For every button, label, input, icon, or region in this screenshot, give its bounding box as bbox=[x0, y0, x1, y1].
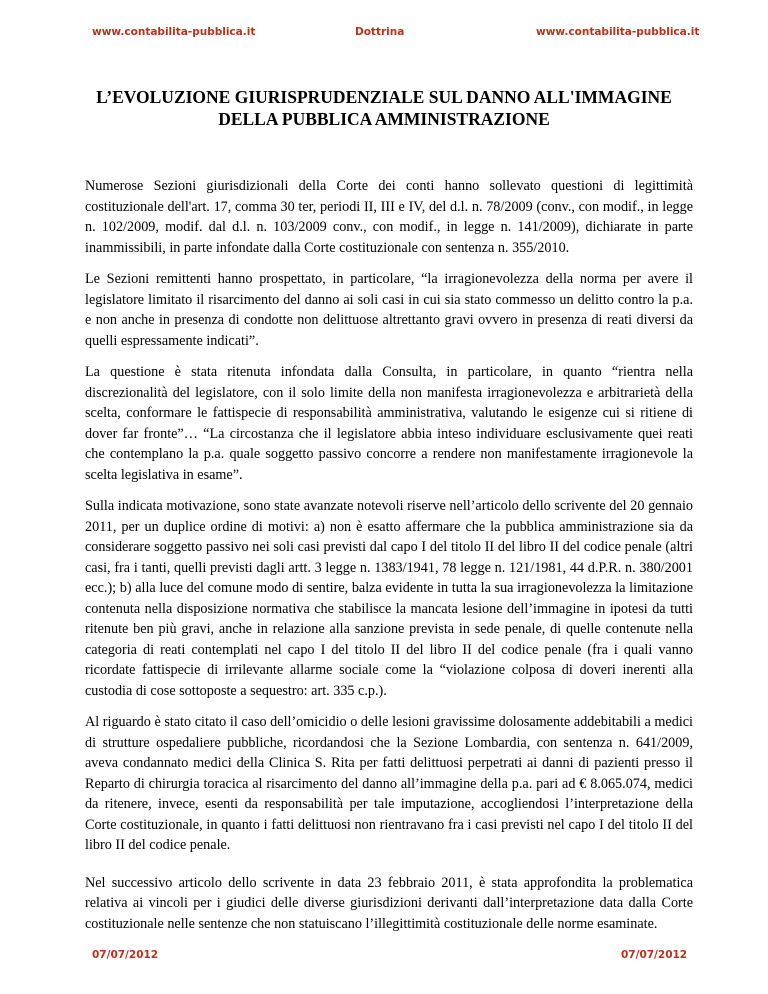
paragraph-5: Al riguardo è stato citato il caso dell’omicidio o delle lesioni gravissime dolosamente addebitabili a medici di strutture ospedaliere pubbliche, ricordandosi che la Sezione Lombardia, con sentenza n. 641/2009, aveva condannato medici della Clinica S. Rita per fatti delittuosi perpetrati ai danni di pazienti presso il Reparto di chirurgia toracica al risarcimento del danno all’immagine della p.a. pari ad € 8.065.074, medici da ritenere, invece, esenti da responsabilità per tale imputazione, accogliendosi l’interpretazione della Corte costituzionale, in quanto i fatti delittuosi non rientravano fra i casi previsti nel capo I del titolo II del libro II del codice penale. bbox=[85, 714, 693, 853]
footer-date-right: 07/07/2012 bbox=[621, 949, 688, 961]
page-header bbox=[0, 26, 768, 46]
paragraph-6: Nel successivo articolo dello scrivente in data 23 febbraio 2011, è stata approfondita la problematica relativa ai vincoli per i giudici delle diverse giurisdizioni derivanti dall’interpretazione data dalla Corte costituzionale nelle sentenze che non statuiscano l’illegittimità costituzionale delle norme esaminate. bbox=[85, 874, 693, 932]
header-website-right: www.contabilita-pubblica.it bbox=[536, 26, 700, 38]
paragraph-4: Sulla indicata motivazione, sono state avanzate notevoli riserve nell’articolo dello scrivente del 20 gennaio 2011, per un duplice ordine di motivi: a) non è esatto affermare che la pubblica amministrazione sia da considerare soggetto passivo nei soli casi previsti dal capo I del titolo II del libro II del codice penale (altri casi, fra i tanti, quelli previsti dagli artt. 3 legge n. 1383/1941, 78 legge n. 121/1981, 44 d.P.R. n. 380/2001 ecc.); b) alla luce del comune modo di sentire, balza evidente in tutta la sua irragionevolezza la limitazione contenuta nella disposizione normativa che stabilisce la mancata lesione dell’immagine in ipotesi da tutti ritenute ben più gravi, anche in relazione alla sanzione prevista in sede penale, di quelle contenute nella categoria di reati contemplati nel capo I del titolo II del libro II del codice penale (fra i quali vanno ricordate fattispecie di irrilevante allarme sociale come la “violazione colposa di doveri inerenti alla custodia di cose sottoposte a sequestro: art. 335 c.p.). bbox=[85, 498, 693, 699]
header-section: Dottrina bbox=[355, 26, 405, 38]
document-title bbox=[60, 86, 708, 130]
paragraph-2: Le Sezioni remittenti hanno prospettato, in particolare, “la irragionevolezza della norma per avere il legislatore limitato il risarcimento del danno ai soli casi in cui sia stato commesso un delitto contro la p.a. e non anche in presenza di condotte non delittuose altrettanto gravi ovvero in presenza di reati diversi da quelli espressamente indicati”. bbox=[85, 271, 693, 349]
paragraph-3: La questione è stata ritenuta infondata dalla Consulta, in particolare, in quanto “rientra nella discrezionalità del legislatore, con il solo limite della non manifesta irragionevolezza e arbitrarietà della scelta, conformare le fattispecie di responsabilità amministrativa, valutando le esigenze cui si ritiene di dover far fronte”… “La circostanza che il legislatore abbia inteso individuare esclusivamente quei reati che contemplano la p.a. quale soggetto passivo concorre a rendere non manifestamente irragionevole la scelta legislativa in esame”. bbox=[85, 364, 693, 483]
document-body bbox=[85, 176, 693, 945]
header-website-left: www.contabilita-pubblica.it bbox=[92, 26, 256, 38]
page-footer bbox=[0, 949, 768, 969]
title-line-2: DELLA PUBBLICA AMMINISTRAZIONE bbox=[218, 109, 550, 129]
paragraph-1: Numerose Sezioni giurisdizionali della Corte dei conti hanno sollevato questioni di legittimità costituzionale dell'art. 17, comma 30 ter, periodi II, III e IV, del d.l. n. 78/2009 (conv., con modif., in legge n. 102/2009, modif. dal d.l. n. 103/2009 conv., con modif., in legge n. 141/2009), dichiarate in parte inammissibili, in parte infondate dalla Corte costituzionale con sentenza n. 355/2010. bbox=[85, 178, 693, 256]
title-line-1: L’EVOLUZIONE GIURISPRUDENZIALE SUL DANNO ALL'IMMAGINE bbox=[96, 87, 672, 107]
footer-date-left: 07/07/2012 bbox=[92, 949, 159, 961]
